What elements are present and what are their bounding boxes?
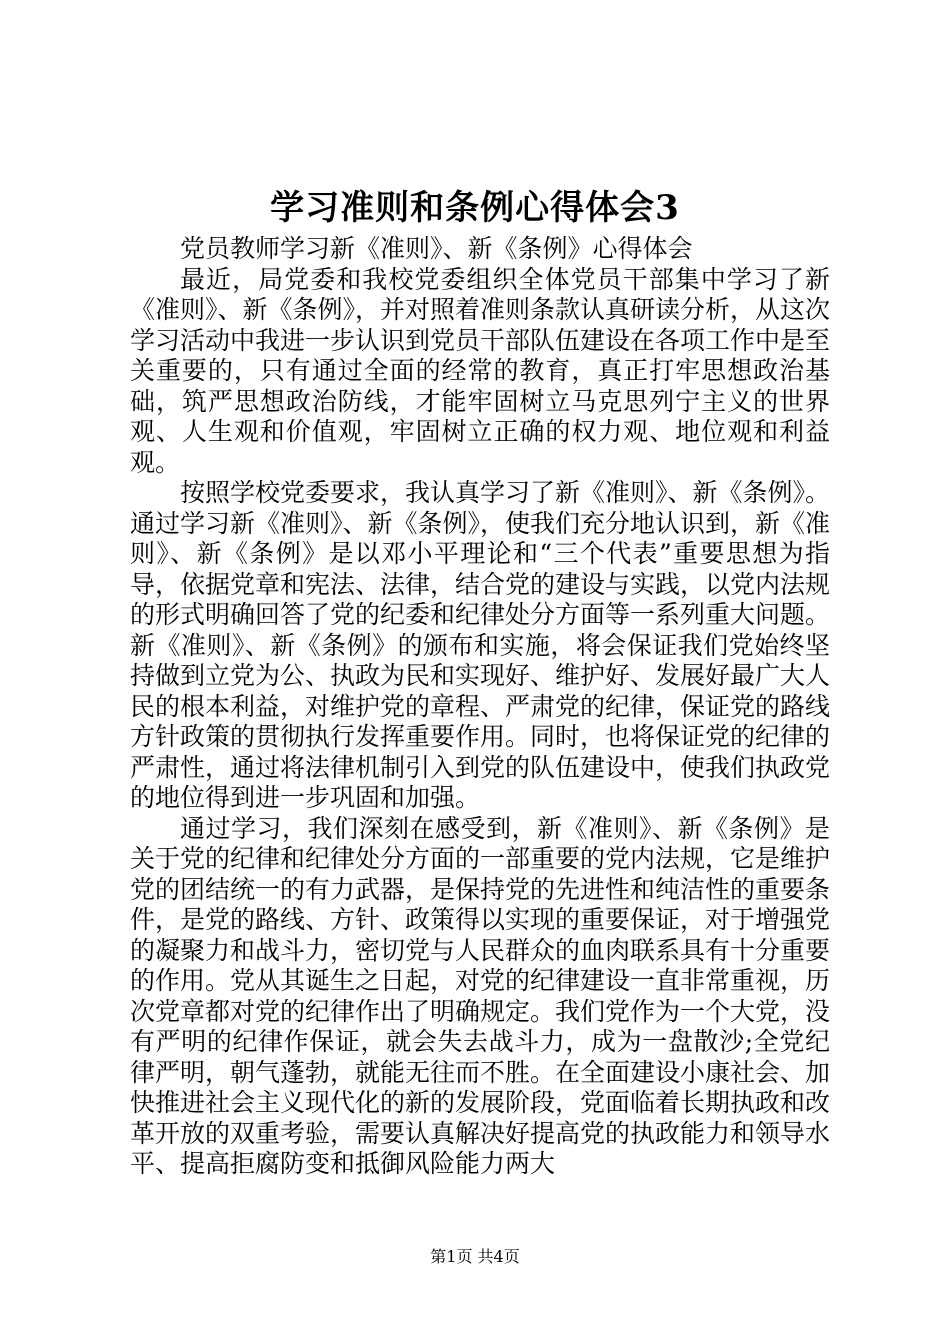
paragraph-1: 最近，局党委和我校党委组织全体党员干部集中学习了新《准则》、新《条例》，并对照着准则条款认真研读分析，从这次学习活动中我进一步认识到党员干部队伍建设在各项工作中是至关重要的，只有通过全面的经常的教育，真正打牢思想政治基础，筑严思想政治防线，才能牢固树立马克思列宁主义的世界观、人生观和价值观，牢固树立正确的权力观、地位观和利益观。 bbox=[130, 264, 831, 477]
paragraph-2: 按照学校党委要求，我认真学习了新《准则》、新《条例》。通过学习新《准则》、新《条例》，使我们充分地认识到，新《准则》、新《条例》是以邓小平理论和“三个代表”重要思想为指导，依据党章和宪法、法律，结合党的建设与实践，以党内法规的形式明确回答了党的纪委和纪律处分方面等一系列重大问题。新《准则》、新《条例》的颁布和实施，将会保证我们党始终坚持做到立党为公、执政为民和实现好、维护好、发展好最广大人民的根本利益，对维护党的章程、严肃党的纪律，保证党的路线方针政策的贯彻执行发挥重要作用。同时，也将保证党的纪律的严肃性，通过将法律机制引入到党的队伍建设中，使我们执政党的地位得到进一步巩固和加强。 bbox=[130, 478, 831, 812]
page-title: 学习准则和条例心得体会3 bbox=[270, 188, 680, 228]
page-footer: 第1页 共4页 bbox=[430, 1247, 520, 1266]
subtitle-line: 党员教师学习新《准则》、新《条例》心得体会 bbox=[180, 234, 693, 263]
document-body bbox=[130, 234, 830, 1180]
paragraph-3: 通过学习，我们深刻在感受到，新《准则》、新《条例》是关于党的纪律和纪律处分方面的一部重要的党内法规，它是维护党的团结统一的有力武器，是保持党的先进性和纯洁性的重要条件，是党的路线、方针、政策得以实现的重要保证，对于增强党的凝聚力和战斗力，密切党与人民群众的血肉联系具有十分重要的作用。党从其诞生之日起，对党的纪律建设一直非常重视，历次党章都对党的纪律作出了明确规定。我们党作为一个大党，没有严明的纪律作保证，就会失去战斗力，成为一盘散沙;全党纪律严明，朝气蓬勃，就能无往而不胜。在全面建设小康社会、加快推进社会主义现代化的新的发展阶段，党面临着长期执政和改革开放的双重考验，需要认真解决好提高党的执政能力和领导水平、提高拒腐防变和抵御风险能力两大 bbox=[130, 813, 831, 1178]
